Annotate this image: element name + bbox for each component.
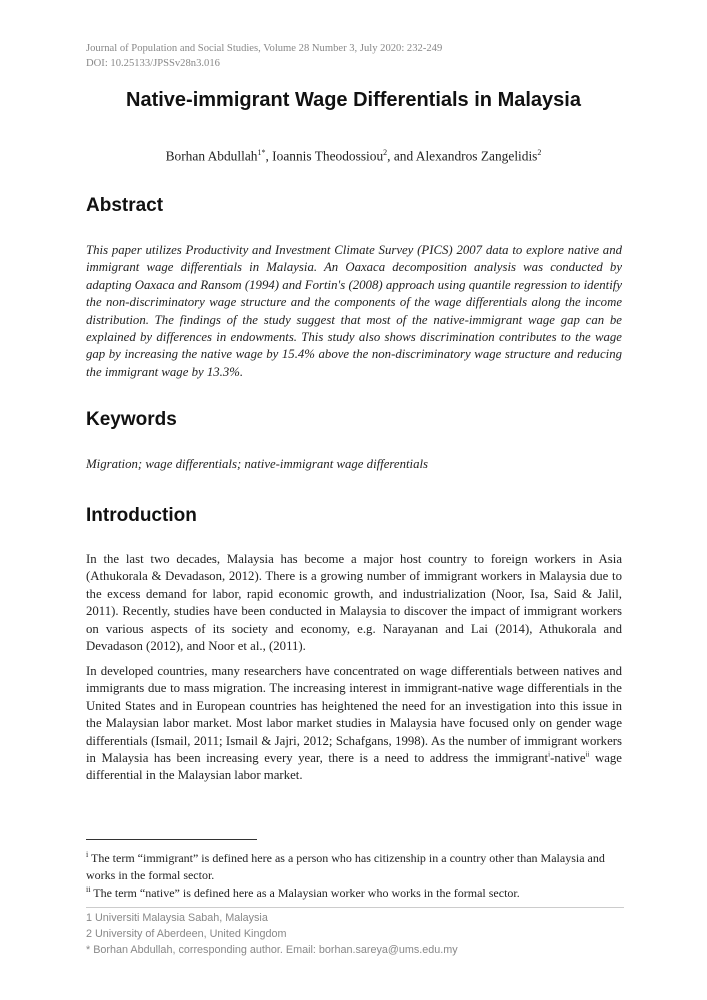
footnote-divider (86, 839, 257, 840)
author-affiliation-mark: 2 (537, 148, 542, 157)
intro-paragraph-2-mid: -native (550, 751, 586, 766)
footnote-i (86, 847, 624, 884)
author-affiliation-mark: 2 (383, 148, 388, 157)
journal-citation: Journal of Population and Social Studies, Volume 28 Number 3, July 2020: 232-249 (86, 43, 443, 54)
author-name: Ioannis Theodossiou (272, 148, 384, 164)
abstract-heading: Abstract (86, 195, 164, 216)
journal-doi: DOI: 10.25133/JPSSv28n3.016 (86, 58, 220, 69)
author-affiliation-mark: 1* (257, 148, 266, 157)
footnote-ref-i[interactable]: i (548, 750, 551, 759)
keywords-heading: Keywords (86, 409, 177, 430)
journal-header (86, 41, 442, 71)
footnote-text: The term “native” is defined here as a Malaysian worker who works in the formal sector. (90, 886, 520, 900)
paper-title: Native-immigrant Wage Differentials in Malaysia (126, 89, 581, 111)
author-separator: , (265, 148, 273, 164)
author-name: Borhan Abdullah (165, 148, 258, 164)
intro-paragraph-2 (86, 663, 622, 785)
author-name: Alexandros Zangelidis (415, 148, 538, 164)
affiliation-1: 1 Universiti Malaysia Sabah, Malaysia (86, 912, 268, 924)
footnote-text: The term “immigrant” is defined here as a person who has citizenship in a country other than Malaysia and works in the formal sector. (86, 851, 605, 882)
keywords-text: Migration; wage differentials; native-immigrant wage differentials (86, 457, 429, 471)
affiliations (86, 910, 458, 958)
abstract-text: This paper utilizes Productivity and Investment Climate Survey (PICS) 2007 data to explore native and immigrant wage differentials in Malaysia. An Oaxaca decomposition analysis was conducted by adapting Oaxaca and Ransom (1994) and Fortin's (2008) approach using quantile regression to identify the non-discriminatory wage structure and the components of the wage differentials along the income distribution. The findings of the study suggest that most of the native-immigrant wage gap can be explained by differences in endowments. This study also shows discrimination contributes to the wage gap by increasing the native wage by 15.4% above the non-discriminatory wage structure and reducing the immigrant wage by 13.3%. (86, 243, 622, 379)
introduction-heading: Introduction (86, 505, 197, 526)
author-list (0, 148, 707, 164)
footnote-ii (86, 882, 624, 902)
affiliation-2: 2 University of Aberdeen, United Kingdom (86, 928, 287, 940)
affiliation-divider (86, 907, 624, 908)
intro-paragraph-2-start: In developed countries, many researchers have concentrated on wage differentials between natives and immigrants due to mass migration. The increasing interest in immigrant-native wage differentials in the United States and in European countries has heightened the need for an investigation into this issue in the Malaysian labor market. Most labor market studies in Malaysia have focused only on gender wage differentials (Ismail, 2011; Ismail & Jajri, 2012; Schafgans, 1998). As the number of immigrant workers in Malaysia has been increasing every year, there is a need to address the immigrant (86, 664, 622, 766)
footnote-ref-ii[interactable]: ii (585, 750, 590, 759)
intro-paragraph-2-end: wage differential in the Malaysian labor market. (86, 751, 622, 783)
intro-paragraph-1: In the last two decades, Malaysia has become a major host country to foreign workers in Asia (Athukorala & Devadason, 2012). There is a growing number of immigrant workers in Malaysia due to the excess demand for labor, rapid economic growth, and industrialization (Noor, Isa, Said & Jalil, 2011). Recently, studies have been conducted in Malaysia to discover the impact of immigrant workers on various aspects of its society and economy, e.g. Narayanan and Lai (2014), Athukorala and Devadason (2012), and Noor et al., (2011). (86, 552, 622, 654)
footnote-mark: ii (86, 885, 91, 894)
corresponding-author: * Borhan Abdullah, corresponding author. Email: borhan.sareya@ums.edu.my (86, 944, 458, 956)
footnote-mark: i (86, 850, 89, 859)
author-separator: , and (387, 148, 416, 164)
